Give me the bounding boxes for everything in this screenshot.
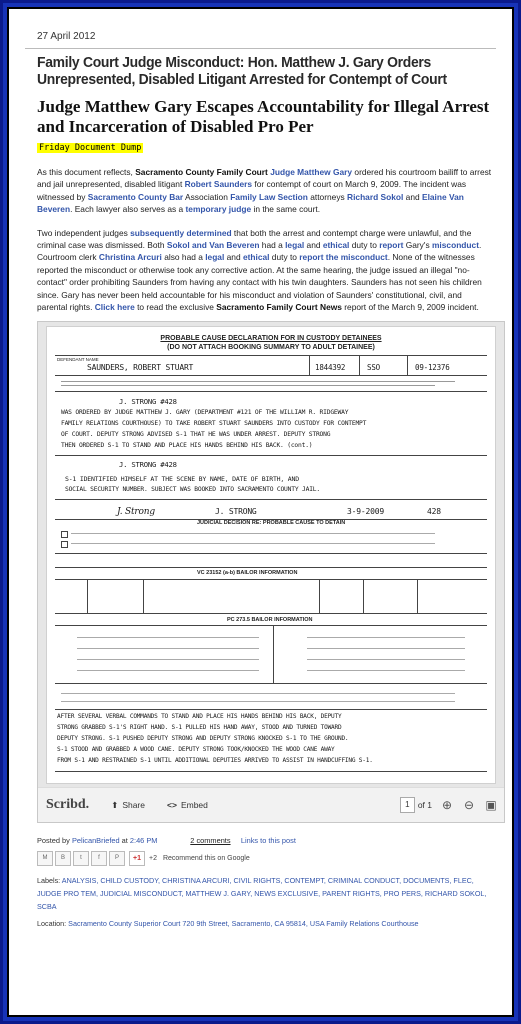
agency: SSO [367,363,380,373]
zoom-out-icon[interactable]: ⊖ [463,798,475,813]
link-elaine-van-beveren[interactable]: Elaine Van Beveren [37,191,464,215]
link-robert-saunders[interactable]: Robert Saunders [184,179,253,190]
google-plus-button[interactable]: +1 [129,851,145,866]
text: in the same court. [251,204,321,215]
link-report[interactable]: report [379,240,404,251]
location-label: Location: [37,919,67,929]
link-temporary-judge[interactable]: temporary judge [185,204,252,215]
share-label: Share [122,800,145,811]
link-county-bar[interactable]: Sacramento County Bar [87,191,184,202]
text: had a [259,240,286,251]
vc-bailor-heading: VC 23152 (a-b) BAILOR INFORMATION [197,570,298,577]
post-title[interactable]: Family Court Judge Misconduct: Hon. Matthew J. Gary Orders Unrepresented, Disabled Litigant Arrested for Contempt of Court [37,55,447,88]
link-report-misconduct[interactable]: report the misconduct [299,252,388,263]
text: duty to [269,252,300,263]
text: attorneys [307,191,348,202]
label-links[interactable]: ANALYSIS, CHILD CUSTODY, CHRISTINA ARCURI, CIVIL RIGHTS, CONTEMPT, CRIMINAL CONDUCT, DOCUMENTS, FLEC, JUDGE PRO TEM, JUDICIAL MISCONDUCT, MATTHEW J. GARY, NEWS EXCLUSIVE, PARENT RIGHTS, PRO PERS, RICHARD SOKOL, SCBA [37,876,487,912]
tag-highlight: Friday Document Dump [39,143,142,153]
text: and [304,240,323,251]
arrest-date: 3-9-2009 [347,507,384,517]
text: and [403,191,422,202]
author-link[interactable]: PelicanBriefed [71,836,120,846]
comments-link[interactable]: 2 comments [190,836,231,846]
report-number: 09-12376 [415,363,450,373]
text: Association [183,191,231,202]
link-sokol-van-beveren[interactable]: Sokol and Van Beveren [166,240,260,251]
text: also had a [161,252,206,263]
links-to-post[interactable]: Links to this post [240,836,296,846]
embed-button[interactable] [167,800,208,810]
zoom-in-icon[interactable]: ⊕ [441,798,453,813]
link-christina-arcuri[interactable]: Christina Arcuri [98,252,162,263]
twitter-share-button[interactable]: t [73,851,89,866]
continuation-line-3: DEPUTY STRONG. S-1 PUSHED DEPUTY STRONG AND DEPUTY STRONG KNOCKED S-1 TO THE GROUND. [57,735,349,743]
continuation-line-4: S-1 STOOD AND GRABBED A WOOD CANE. DEPUTY STRONG TOOK/KNOCKED THE WOOD CANE AWAY [57,746,335,754]
text: report of the March 9, 2009 incident. [341,302,479,313]
form-title: PROBABLE CAUSE DECLARATION FOR IN CUSTODY DETAINEES [160,335,382,343]
pinterest-share-button[interactable]: P [109,851,125,866]
email-share-button[interactable]: M [37,851,53,866]
xref-number: 1844392 [315,363,346,373]
continuation-line-1: AFTER SEVERAL VERBAL COMMANDS TO STAND AND PLACE HIS HANDS BEHIND HIS BACK, DEPUTY [57,713,342,721]
facebook-share-button[interactable]: f [91,851,107,866]
continuation-line-2: STRONG GRABBED S-1'S RIGHT HAND. S-1 PULLED HIS HAND AWAY, STOOD AND TURNED TOWARD [57,724,342,732]
paragraph-1 [37,166,492,216]
text: ordered his courtroom bailiff to arrest and jail unrepresented, disabled litigant [37,167,492,190]
pc-bailor-heading: PC 273.5 BAILOR INFORMATION [227,617,313,624]
blog-share-button[interactable]: B [55,851,71,866]
page-count: of 1 [417,800,432,811]
identification-line-1: S-1 IDENTIFIED HIMSELF AT THE SCENE BY NAME, DATE OF BIRTH, AND [65,475,299,484]
scribd-logo[interactable]: Scribd. [46,797,90,813]
text: and [224,252,243,263]
page-inner-border [7,7,514,1017]
text: to read the exclusive [134,302,217,313]
text: . Courtroom clerk [37,240,482,263]
officer-name: J. STRONG [215,507,257,517]
post-footer [37,835,492,847]
narrative-line-1: WAS ORDERED BY JUDGE MATTHEW J. GARY (DEPARTMENT #121 OF THE WILLIAM R. RIDGEWAY [61,409,349,417]
text: Two independent judges [37,227,131,238]
narrative-line-4: THEN ORDERED S-1 TO STAND AND PLACE HIS HANDS BEHIND HIS BACK. (cont.) [61,442,313,450]
post-headline: Judge Matthew Gary Escapes Accountability for Illegal Arrest and Incarceration of Disabled Pro Per [37,97,490,136]
page-number-input[interactable]: 1 [400,797,415,813]
text: that both the arrest and contempt charge were unlawful, and the criminal case was dismissed. Both [37,227,472,251]
link-subsequently-determined[interactable]: subsequently determined [130,227,232,238]
witness-1: J. STRONG #428 [119,397,177,407]
form-subtitle: (DO NOT ATTACH BOOKING SUMMARY TO ADULT DETAINEE) [167,344,375,352]
badge-number: 428 [427,507,441,517]
link-judge-gary[interactable]: Judge Matthew Gary [270,167,353,177]
narrative-line-2: FAMILY RELATIONS COURTHOUSE) TO TAKE ROBERT STUART SAUNDERS INTO CUSTODY FOR CONTEMPT [61,420,367,428]
document-page[interactable] [46,326,496,784]
share-button[interactable] [111,800,145,811]
share-row [37,851,506,866]
fullscreen-icon[interactable]: ▣ [485,798,497,813]
location-section [37,917,492,930]
officer-signature: J. Strong [117,507,155,518]
link-click-here[interactable]: Click here [94,302,135,313]
scribd-embed [37,321,505,823]
text: As this document reflects, [37,167,136,177]
text: . None of the witnesses reported the misconduct or otherwise took any corrective action. At the same hearing, the judge issued an illegal "no-contact" order prohibiting Saunders from having any contact with his twin daughters. Saunders has not seen his children since. Gary has never been held accountable for his misconduct and violation of Saunders' constitutional, civil, and parental rights. [37,252,482,313]
posted-by-label: Posted by [37,836,70,846]
paragraph-2 [37,227,492,314]
at-label: at [121,836,128,846]
defendant-label: DEFENDANT NAME [57,357,99,363]
text: . Each lawyer also serves as a [70,204,186,215]
link-richard-sokol[interactable]: Richard Sokol [347,191,404,202]
text: duty to [349,240,380,251]
embed-label: Embed [180,800,208,811]
post-time-link[interactable]: 2:46 PM [129,836,158,846]
bold-text: Sacramento County Family Court [135,167,268,177]
google-plus-count: +2 [148,855,157,863]
labels-section [37,874,492,913]
continuation-line-5: FROM S-1 AND RESTRAINED S-1 UNTIL ADDITIONAL DEPUTIES ARRIVED TO ASSIST IN HANDCUFFING S-1. [57,757,373,765]
link-ethical[interactable]: ethical [322,240,350,251]
link-legal-2[interactable]: legal [205,252,225,263]
share-icon: ⬆ [111,799,119,810]
divider [25,48,496,49]
scribd-toolbar [38,787,504,822]
blog-post [15,17,506,1009]
defendant-name: SAUNDERS, ROBERT STUART [87,363,194,373]
embed-icon: <> [167,800,177,811]
location-link[interactable]: Sacramento County Superior Court 720 9th Street, Sacramento, CA 95814, USA Family Relations Courthouse [68,919,419,929]
text: for contempt of court on March 9, 2009. The incident was witnessed by [37,179,467,202]
witness-2: J. STRONG #428 [119,460,177,470]
link-ethical-2[interactable]: ethical [242,252,270,263]
link-legal[interactable]: legal [285,240,305,251]
labels-label: Labels: [37,876,61,886]
narrative-line-3: OF COURT. DEPUTY STRONG ADVISED S-1 THAT HE WAS UNDER ARREST. DEPUTY STRONG [61,431,331,439]
bold-text: Sacramento Family Court News [216,302,342,313]
link-family-law-section[interactable]: Family Law Section [230,191,308,202]
link-misconduct[interactable]: misconduct [431,240,479,251]
text: Gary's [403,240,432,251]
judicial-decision-heading: JUDICIAL DECISION RE: PROBABLE CAUSE TO DETAIN [197,520,346,527]
recommend-text: Recommend this on Google [162,855,250,863]
identification-line-2: SOCIAL SECURITY NUMBER. SUBJECT WAS BOOKED INTO SACRAMENTO COUNTY JAIL. [65,486,320,494]
post-date: 27 April 2012 [37,31,96,42]
